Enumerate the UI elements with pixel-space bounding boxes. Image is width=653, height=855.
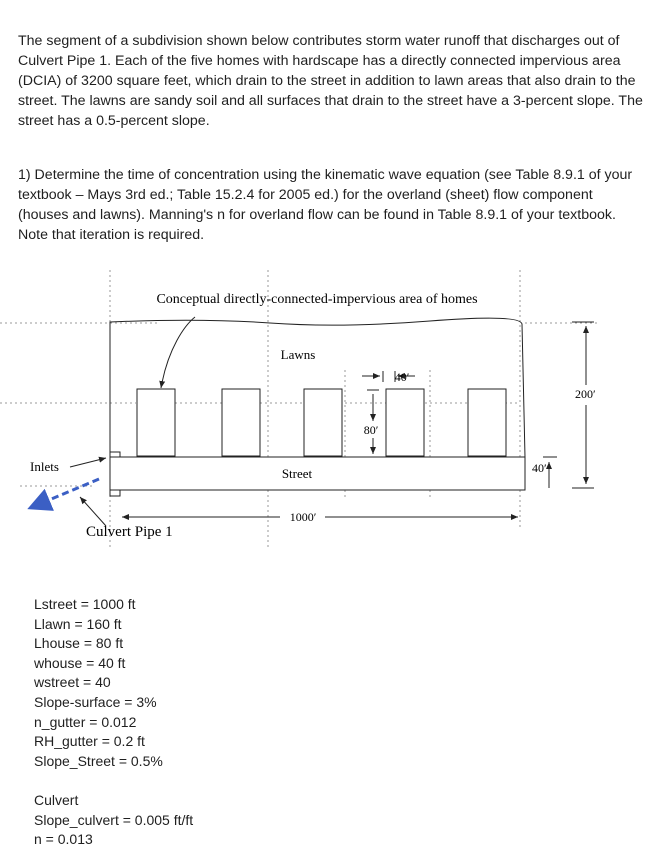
given-lstreet: Lstreet = 1000 ft xyxy=(34,596,136,612)
given-rh-gutter: RH_gutter = 0.2 ft xyxy=(34,733,145,750)
given-wstreet: wstreet = 40 xyxy=(34,674,111,691)
house-2 xyxy=(222,389,260,456)
given-whouse: whouse = 40 ft xyxy=(34,654,126,671)
dim-street-width: 40′ xyxy=(532,461,547,475)
flow-direction-arrow xyxy=(30,479,99,508)
inlets-label: Inlets xyxy=(30,459,59,474)
inlet-pointer-arrow xyxy=(70,458,106,467)
dim-house-width: 40′ xyxy=(394,370,410,384)
culvert-heading: Culvert xyxy=(34,792,79,808)
culvert-slope: Slope_culvert = 0.005 ft/ft xyxy=(34,811,194,828)
given-lhouse: Lhouse = 80 ft xyxy=(34,635,124,652)
dim-house-length: 80′ xyxy=(363,423,379,437)
dim-street-length: 1000′ xyxy=(289,510,317,524)
given-n-gutter: n_gutter = 0.012 xyxy=(34,713,137,730)
given-values-list xyxy=(34,595,163,771)
problem-intro: The segment of a subdivision shown below contributes storm water runoff that discharges out of Culvert Pipe 1. Each of the five homes with hardscape has a directly connected impervious area (DCIA) of 3200 square feet, which drain to the street in addition to lawn areas that also drain to the street. The lawns are sandy soil and all surfaces that drain to the street have a 3-percent slope. The street has a 0.5-percent slope. xyxy=(18,33,643,129)
culvert-n: n = 0.013 xyxy=(34,831,93,848)
culvert-pointer-arrow xyxy=(80,497,106,526)
house-4 xyxy=(386,389,424,456)
inlet-top xyxy=(110,452,120,457)
house-1 xyxy=(137,389,175,456)
house-3 xyxy=(304,389,342,456)
culvert-values-list xyxy=(34,791,193,850)
inlet-bottom xyxy=(110,490,120,496)
title-pointer-arrow xyxy=(161,317,195,388)
street xyxy=(110,457,525,490)
culvert-label: Culvert Pipe 1 xyxy=(86,524,173,540)
dim-lot-depth: 200′ xyxy=(575,387,596,401)
given-slope-street: Slope_Street = 0.5% xyxy=(34,752,163,769)
given-slope-surface: Slope-surface = 3% xyxy=(34,693,157,710)
figure-title: Conceptual directly-connected-impervious area of homes xyxy=(156,292,478,307)
lawns-label: Lawns xyxy=(280,347,316,362)
house-5 xyxy=(468,389,506,456)
question-1: 1) Determine the time of concentration using the kinematic wave equation (see Table 8.9.1 of your textbook – Mays 3rd ed.; Table 15.2.4 for 2005 ed.) for the overland (sheet) flow component (houses and lawns). Manning's n for overland flow can be found in Table 8.9.1 of your textbook. Note that iteration is required. xyxy=(18,167,633,243)
dotted-guides xyxy=(0,270,600,548)
given-llawn: Llawn = 160 ft xyxy=(34,615,122,632)
subdivision-figure xyxy=(0,270,653,570)
street-label: Street xyxy=(281,466,313,481)
